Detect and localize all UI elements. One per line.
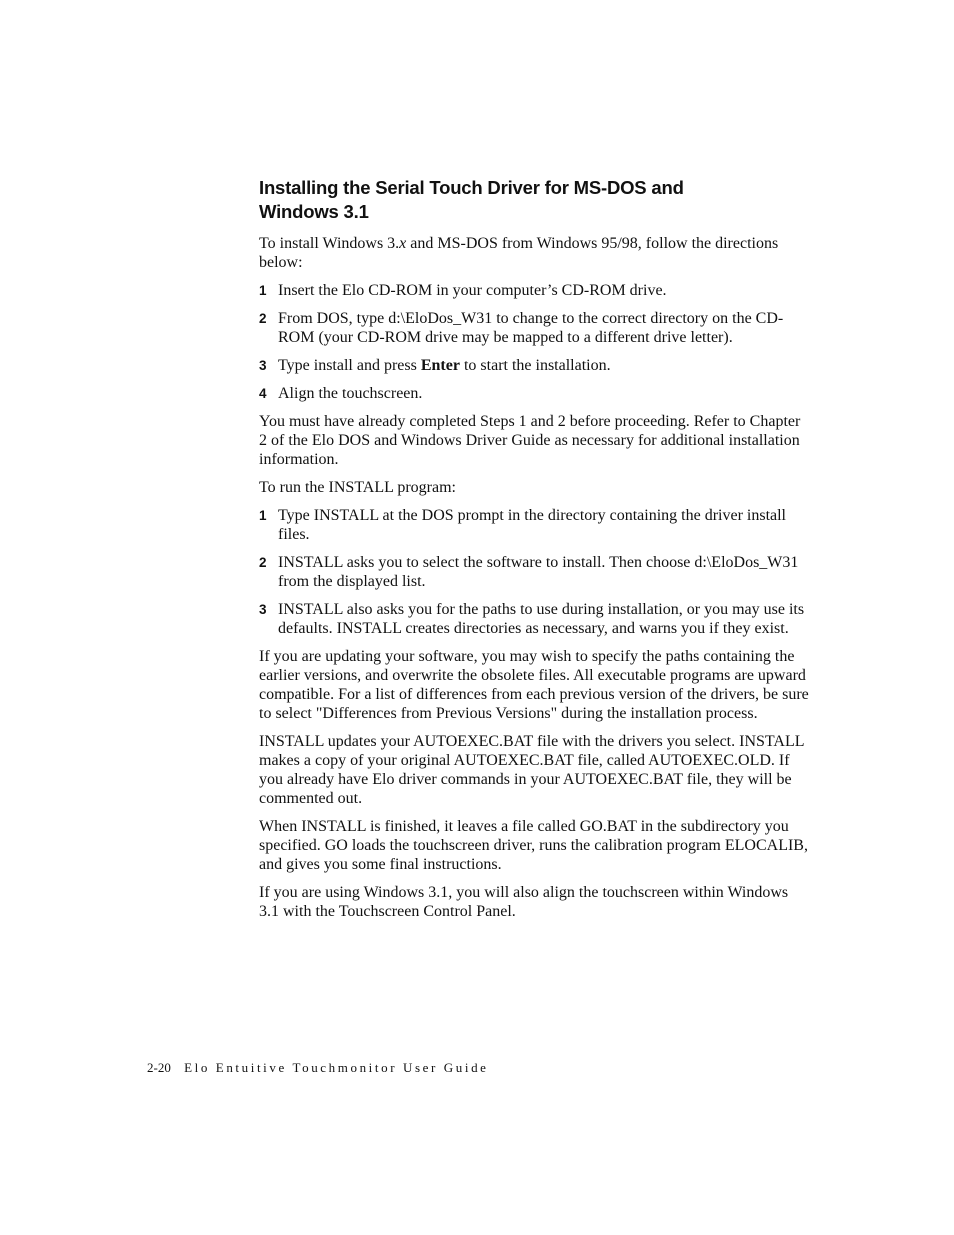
section-heading: [259, 176, 809, 224]
page-content: [259, 176, 809, 930]
step-number: 2: [259, 311, 267, 326]
go-bat-paragraph: When INSTALL is finished, it leaves a file called GO.BAT in the subdirectory you specified. GO loads the touchscreen driver, runs the calibration program ELOCALIB, and gives you some final instructions.: [259, 818, 808, 873]
autoexec-paragraph: INSTALL updates your AUTOEXEC.BAT file with the drivers you select. INSTALL makes a copy of your original AUTOEXEC.BAT file, called AUTOEXEC.OLD. If you already have Elo driver commands in your AUTOEXEC.BAT file, they will be commented out.: [259, 733, 804, 807]
step-text: Align the touchscreen.: [278, 385, 423, 402]
list-item: [259, 309, 809, 347]
run-install-steps-list: [259, 506, 809, 638]
list-item: [259, 384, 809, 403]
book-title: Elo Entuitive Touchmonitor User Guide: [184, 1060, 489, 1075]
step-number: 3: [259, 358, 267, 373]
step-text: Type INSTALL at the DOS prompt in the directory containing the driver install files.: [278, 507, 786, 543]
section-heading-line1: Installing the Serial Touch Driver for MS-DOS and: [259, 177, 684, 198]
install-steps-list: [259, 281, 809, 403]
step-number: 1: [259, 508, 267, 523]
page-footer: [147, 1060, 489, 1076]
step-text: From DOS, type d:\EloDos_W31 to change to the correct directory on the CD-ROM (your CD-ROM drive may be mapped to a different drive letter).: [278, 310, 784, 346]
steps-note-paragraph: You must have already completed Steps 1 and 2 before proceeding. Refer to Chapter 2 of the Elo DOS and Windows Driver Guide as necessary for additional installation information.: [259, 413, 801, 468]
list-item: [259, 281, 809, 300]
list-item: [259, 356, 809, 375]
step-text: INSTALL also asks you for the paths to use during installation, or you may use its defaults. INSTALL creates directories as necessary, and warns you if they exist.: [278, 601, 805, 637]
step-number: 4: [259, 386, 267, 401]
step-text: Insert the Elo CD-ROM in your computer’s CD-ROM drive.: [278, 282, 667, 299]
step-number: 2: [259, 555, 267, 570]
step-number: 3: [259, 602, 267, 617]
section-heading-line2: Windows 3.1: [259, 201, 369, 222]
page-number: 2-20: [147, 1060, 171, 1075]
step-text: Type install and press Enter to start the installation.: [278, 357, 611, 374]
windows-paragraph: If you are using Windows 3.1, you will also align the touchscreen within Windows 3.1 with the Touchscreen Control Panel.: [259, 884, 789, 920]
list-item: [259, 600, 809, 638]
list-item: [259, 553, 809, 591]
run-install-paragraph: To run the INSTALL program:: [259, 479, 456, 496]
intro-paragraph: To install Windows 3.x and MS-DOS from Windows 95/98, follow the directions below:: [259, 235, 779, 271]
updating-paragraph: If you are updating your software, you may wish to specify the paths containing the earlier versions, and overwrite the obsolete files. All executable programs are upward compatible. For a list of differences from each previous version of the drivers, be sure to select "Differences from Previous Versions" during the installation process.: [259, 648, 809, 722]
step-number: 1: [259, 283, 267, 298]
list-item: [259, 506, 809, 544]
step-text: INSTALL asks you to select the software to install. Then choose d:\EloDos_W31 from the displayed list.: [278, 554, 799, 590]
